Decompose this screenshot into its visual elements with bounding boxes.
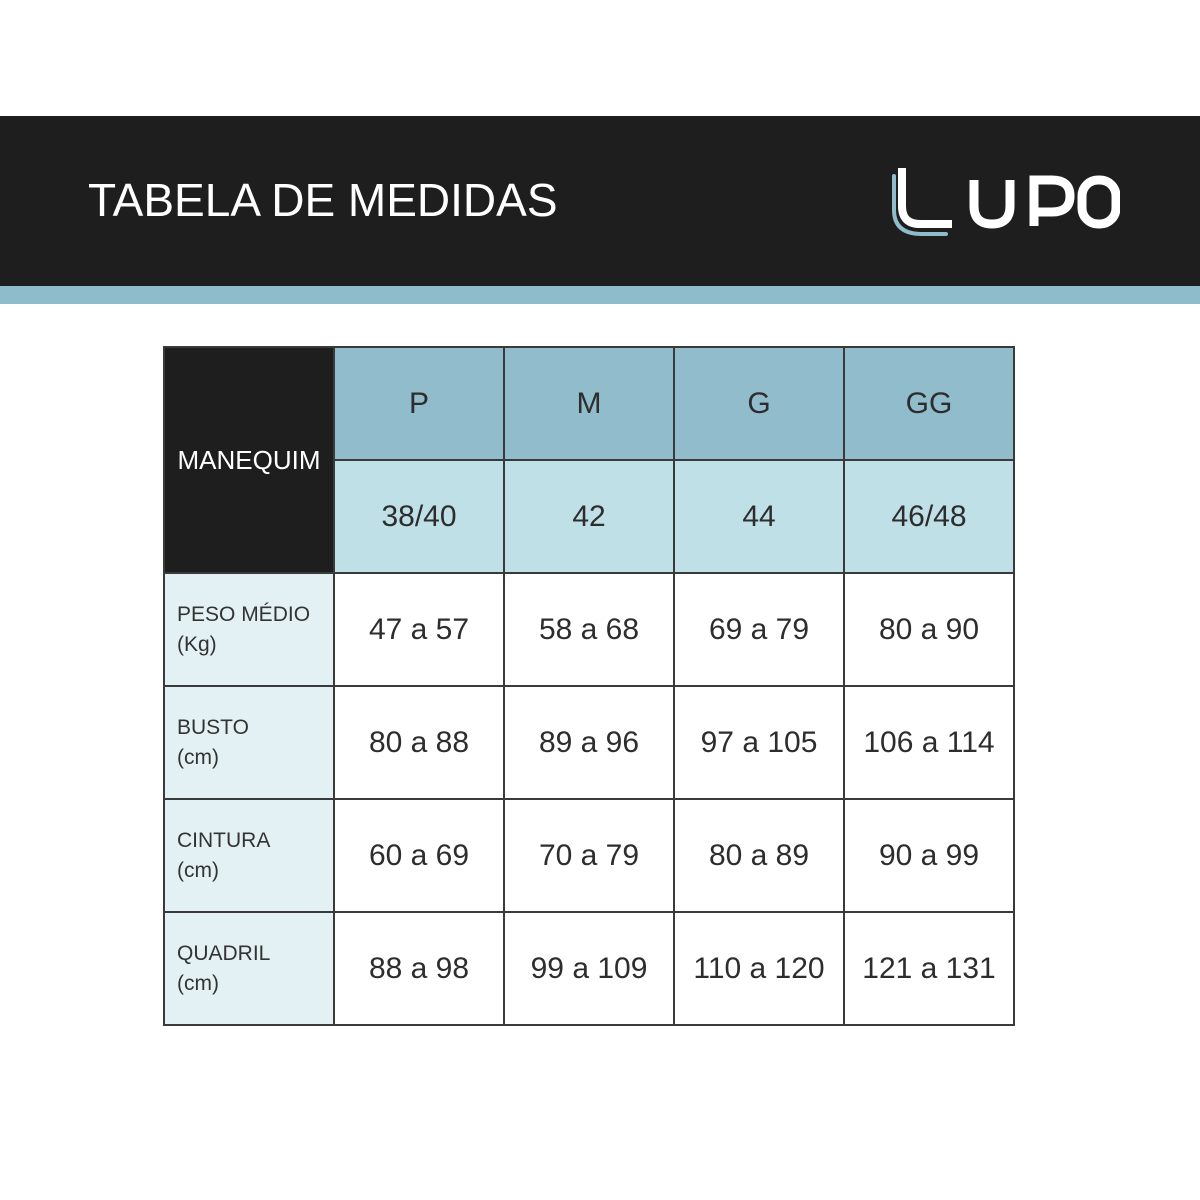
table-cell: 106 a 114 <box>844 686 1014 799</box>
row-label-name: PESO MÉDIO <box>177 602 311 626</box>
size-letter-cell: G <box>674 347 844 460</box>
size-number-cell: 42 <box>504 460 674 573</box>
size-letter-cell: M <box>504 347 674 460</box>
table-cell: 80 a 90 <box>844 573 1014 686</box>
table-cell: 60 a 69 <box>334 799 504 912</box>
table-cell: 70 a 79 <box>504 799 674 912</box>
table-cell: 80 a 88 <box>334 686 504 799</box>
table-cell: 90 a 99 <box>844 799 1014 912</box>
table-cell: 121 a 131 <box>844 912 1014 1025</box>
table-cell: 58 a 68 <box>504 573 674 686</box>
size-number-cell: 46/48 <box>844 460 1014 573</box>
row-label-name: QUADRIL <box>177 941 271 965</box>
row-label <box>164 912 334 1025</box>
lupo-logo <box>892 166 1120 238</box>
row-label <box>164 686 334 799</box>
table-row-busto <box>164 686 1014 799</box>
size-letter-cell: GG <box>844 347 1014 460</box>
row-label-unit: (cm) <box>177 858 219 882</box>
size-chart-table <box>163 346 1015 1026</box>
row-label <box>164 799 334 912</box>
table-row-quadril <box>164 912 1014 1025</box>
table-cell: 69 a 79 <box>674 573 844 686</box>
table-cell: 99 a 109 <box>504 912 674 1025</box>
size-number-cell: 44 <box>674 460 844 573</box>
table-cell: 110 a 120 <box>674 912 844 1025</box>
row-label <box>164 573 334 686</box>
row-label-name: BUSTO <box>177 715 249 739</box>
manequim-header: MANEQUIM <box>164 347 334 573</box>
table-cell: 47 a 57 <box>334 573 504 686</box>
table-row-cintura <box>164 799 1014 912</box>
size-number-cell: 38/40 <box>334 460 504 573</box>
page-title: TABELA DE MEDIDAS <box>88 174 558 226</box>
table-cell: 89 a 96 <box>504 686 674 799</box>
row-label-unit: (Kg) <box>177 632 217 656</box>
table-row-peso <box>164 573 1014 686</box>
row-label-unit: (cm) <box>177 745 219 769</box>
table-cell: 97 a 105 <box>674 686 844 799</box>
table-cell: 80 a 89 <box>674 799 844 912</box>
row-label-name: CINTURA <box>177 828 271 852</box>
row-label-unit: (cm) <box>177 971 219 995</box>
header-accent-stripe <box>0 286 1200 304</box>
size-letter-cell: P <box>334 347 504 460</box>
size-letter-row <box>164 347 1014 460</box>
table-cell: 88 a 98 <box>334 912 504 1025</box>
